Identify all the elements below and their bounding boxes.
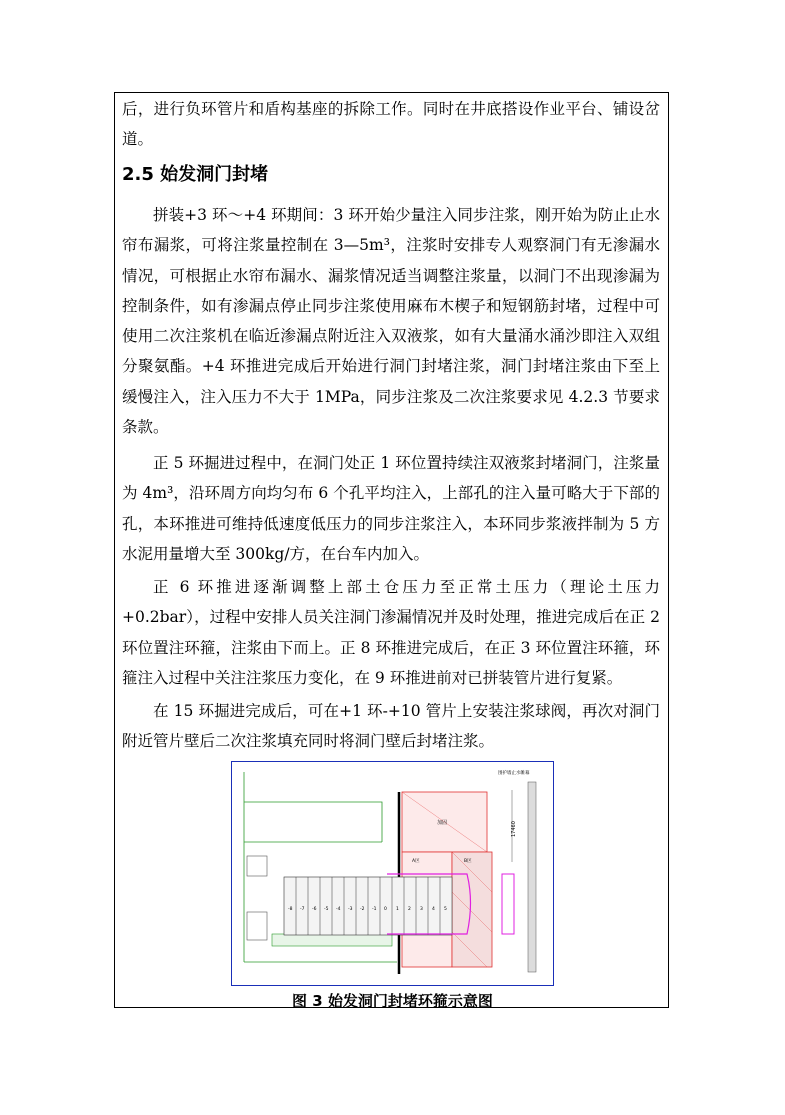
paragraph-rings-3-4: 拼装+3 环～+4 环期间：3 环开始少量注入同步注浆，刚开始为防止止水帘布漏浆，可将注浆量控制在 3—5m³，注浆时安排专人观察洞门有无渗漏水情况，可根据止水帘布漏水、漏浆情况适当调整注浆量，以洞门不出现渗漏为控制条件，如有渗漏点停止同步注浆使用麻布木楔子和短钢筋封堵，过程中可使用二次注浆机在临近渗漏点附近注入双液浆，如有大量涌水涌沙即注入双组分聚氨酯。+4 环推进完成后开始进行洞门封堵注浆，洞门封堵注浆由下至上缓慢注入，注入压力不大于 1MPa，同步注浆及二次注浆要求见 4.2.3 节要求条款。 bbox=[122, 206, 660, 437]
zone-label-b: B区 bbox=[464, 859, 472, 864]
ring-label: -7 bbox=[300, 907, 305, 912]
paragraph-intro: 后，进行负环管片和盾构基座的拆除工作。同时在井底搭设作业平台、铺设岔道。 bbox=[122, 100, 660, 149]
diagram-svg bbox=[232, 762, 552, 984]
section-heading: 2.5 始发洞门封堵 bbox=[122, 164, 269, 185]
equipment-box bbox=[247, 856, 267, 876]
retaining-wall bbox=[528, 782, 536, 972]
figure-drawing bbox=[231, 761, 554, 986]
ring-label: 3 bbox=[420, 907, 423, 912]
dimension-label: 17460 bbox=[511, 821, 517, 837]
zone-b bbox=[452, 852, 492, 967]
shield-head bbox=[502, 874, 514, 934]
ring-label: 0 bbox=[384, 907, 387, 912]
ring-label: 5 bbox=[444, 907, 447, 912]
ground-line bbox=[244, 802, 382, 842]
paragraph-ring-6: 正 6 环推进逐渐调整上部土仓压力至正常土压力（理论土压力+0.2bar），过程中安排人员关注洞门渗漏情况并及时处理，推进完成后在正 2 环位置注环箍，注浆由下而上。正 8 环推进完成后，在正 3 环位置注环箍，环箍注入过程中关注注浆压力变化，在 9 环推进前对已拼装管片进行复紧。 bbox=[122, 578, 660, 687]
ring-label: -2 bbox=[360, 907, 365, 912]
zone-label-reinforced: 加固 bbox=[437, 820, 448, 826]
paragraph-ring-5: 正 5 环掘进过程中，在洞门处正 1 环位置持续注双液浆封堵洞门，注浆量为 4m³，沿环周方向均匀布 6 个孔平均注入，上部孔的注入量可略大于下部的孔，本环推进可维持低速度低压力的同步注浆注入，本环同步浆液拌制为 5 方水泥用量增大至 300kg/方，在台车内加入。 bbox=[122, 454, 660, 563]
ring-label: 4 bbox=[432, 907, 435, 912]
ring-label: -3 bbox=[348, 907, 353, 912]
equipment-box-2 bbox=[247, 912, 267, 940]
top-label: 围护墙止水帷幕 bbox=[498, 771, 530, 776]
ring-label: -4 bbox=[336, 907, 341, 912]
figure-caption: 图 3 始发洞门封堵环箍示意图 bbox=[292, 992, 493, 1010]
ring-label: -5 bbox=[324, 907, 329, 912]
ring-label: 2 bbox=[408, 907, 411, 912]
ring-label: -6 bbox=[312, 907, 317, 912]
ring-label: -8 bbox=[288, 907, 293, 912]
zone-label-a: A区 bbox=[412, 859, 420, 864]
platform bbox=[272, 934, 392, 946]
paragraph-ring-15: 在 15 环掘进完成后，可在+1 环-+10 管片上安装注浆球阀，再次对洞门附近管片壁后二次注浆填充同时将洞门壁后封堵注浆。 bbox=[122, 702, 660, 751]
ring-label: 1 bbox=[396, 907, 399, 912]
ring-label: -1 bbox=[372, 907, 377, 912]
